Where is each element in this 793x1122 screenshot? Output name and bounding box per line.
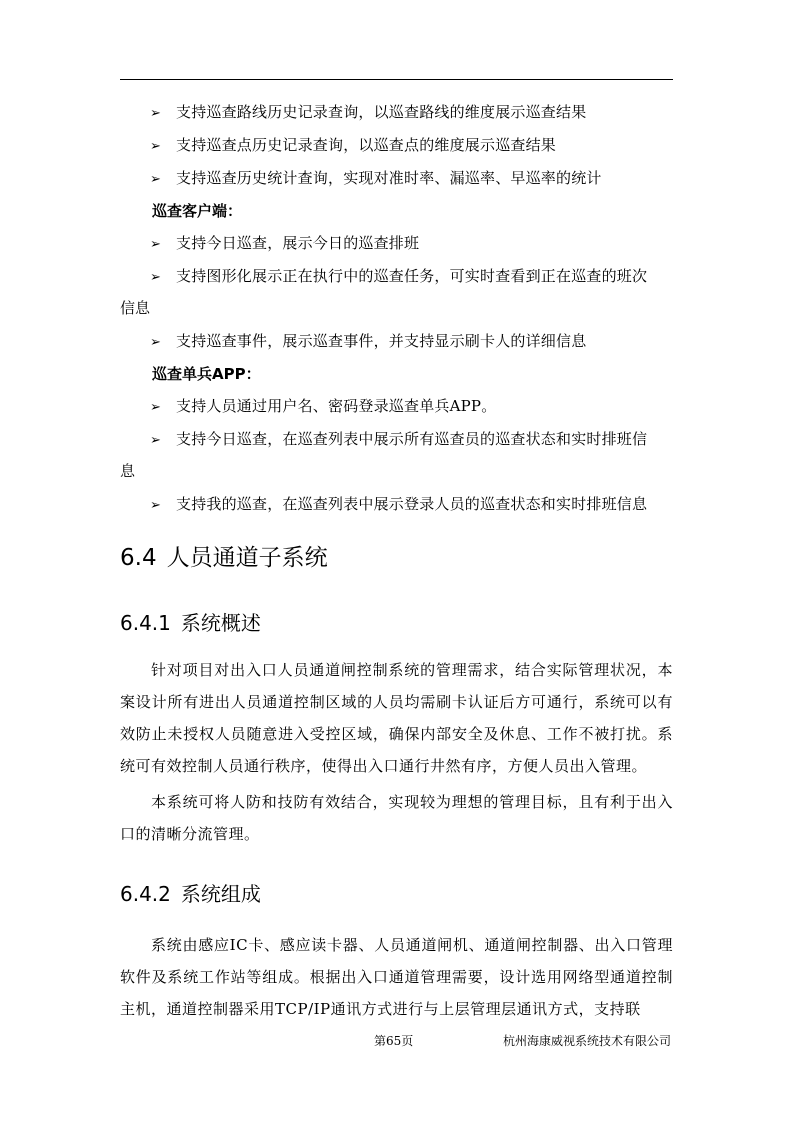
list-item: ➢ 支持巡查路线历史记录查询，以巡查路线的维度展示巡查结果 (150, 102, 673, 124)
list-item-continuation: 信息 (120, 299, 151, 317)
list-item: ➢ 支持巡查点历史记录查询，以巡查点的维度展示巡查结果 (150, 135, 673, 157)
list-item: ➢ 支持人员通过用户名、密码登录巡查单兵APP。 (150, 396, 673, 418)
paragraph: 针对项目对出入口人员通道闸控制系统的管理需求，结合实际管理状况，本案设计所有进出人员通道控制区域的人员均需刷卡认证后方可通行，系统可以有效防止未授权人员随意进入受控区域，确保内部安全及休息、工作不被打扰。系统可有效控制人员通行秩序，使得出入口通行井然有序，方便人员出入管理。 (120, 661, 673, 775)
company-name: 杭州海康威视系统技术有限公司 (503, 1034, 672, 1048)
list-item: ➢ 支持我的巡查，在巡查列表中展示登录人员的巡查状态和实时排班信息 (150, 494, 673, 516)
bullet-arrow-icon: ➢ (150, 498, 162, 513)
list-item: ➢ 支持巡查事件，展示巡查事件，并支持显示刷卡人的详细信息 (150, 331, 673, 353)
bullet-arrow-icon: ➢ (150, 237, 162, 252)
subsection-heading: 6.4.2 系统组成 (120, 882, 261, 906)
paragraph: 本系统可将人防和技防有效结合，实现较为理想的管理目标，且有利于出入口的清晰分流管理。 (120, 793, 673, 843)
bullet-arrow-icon: ➢ (150, 400, 162, 415)
list-item: ➢ 支持图形化展示正在执行中的巡查任务，可实时查看到正在巡查的班次 (150, 266, 673, 288)
bullet-arrow-icon: ➢ (150, 106, 162, 121)
bullet-arrow-icon: ➢ (150, 433, 162, 448)
app-heading: 巡查单兵APP： (152, 365, 261, 383)
bullet-arrow-icon: ➢ (150, 270, 162, 285)
bullet-arrow-icon: ➢ (150, 335, 162, 350)
page-number: 第65页 (374, 1034, 414, 1048)
bullet-arrow-icon: ➢ (150, 139, 162, 154)
section-heading: 6.4 人员通道子系统 (120, 545, 328, 571)
list-item: ➢ 支持今日巡查，展示今日的巡查排班 (150, 233, 673, 255)
list-item: ➢ 支持今日巡查，在巡查列表中展示所有巡查员的巡查状态和实时排班信 (150, 429, 673, 451)
paragraph: 系统由感应IC卡、感应读卡器、人员通道闸机、通道闸控制器、出入口管理软件及系统工作站等组成。根据出入口通道管理需要，设计选用网络型通道控制主机，通道控制器采用TCP/IP通讯方式进行与上层管理层通讯方式，支持联 (120, 936, 673, 1018)
header-rule (120, 79, 673, 80)
list-item: ➢ 支持巡查历史统计查询，实现对准时率、漏巡率、早巡率的统计 (150, 168, 673, 190)
bullet-arrow-icon: ➢ (150, 172, 162, 187)
subsection-heading: 6.4.1 系统概述 (120, 611, 261, 635)
client-heading: 巡查客户端： (152, 202, 243, 220)
list-item-continuation: 息 (120, 462, 136, 480)
